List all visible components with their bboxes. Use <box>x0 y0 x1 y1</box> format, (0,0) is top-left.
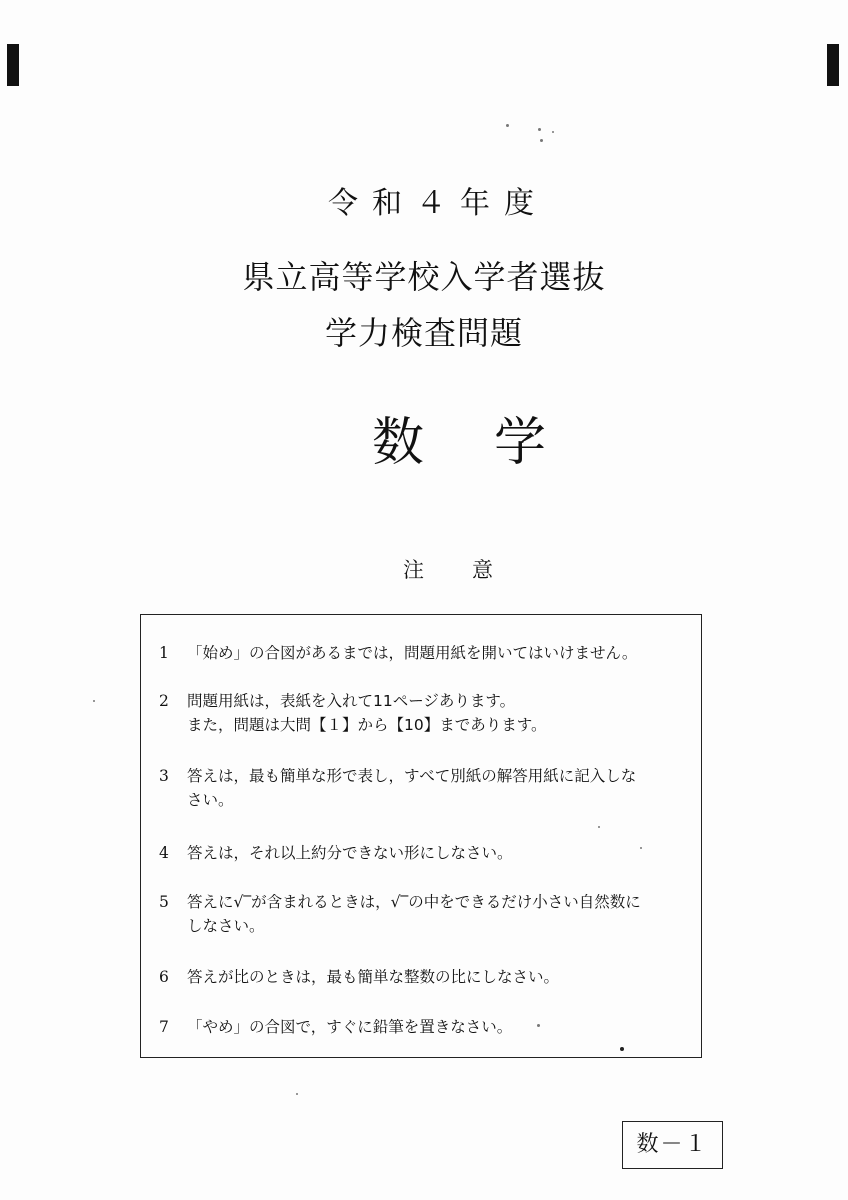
exam-year: 令和４年度 <box>328 186 548 221</box>
notice-item-number: 3 <box>159 767 169 785</box>
notice-item-text: 答えは，最も簡単な形で表し，すべて別紙の解答用紙に記入しな <box>187 767 637 785</box>
notice-item-text: 答えは，それ以上約分できない形にしなさい。 <box>187 844 513 862</box>
notice-item-text: また，問題は大問【１】から【10】まであります。 <box>187 716 547 734</box>
page-number-box <box>622 1121 723 1169</box>
page-number-label: 数－１ <box>636 1132 709 1157</box>
notice-item-number: 2 <box>159 692 169 710</box>
scan-speck <box>506 124 509 127</box>
notice-item-number: 4 <box>159 844 169 862</box>
notice-item-text: しなさい。 <box>187 917 265 935</box>
registration-mark-left <box>7 44 19 86</box>
scan-speck <box>538 128 541 131</box>
registration-mark-right <box>827 44 839 86</box>
notice-item-text: 問題用紙は，表紙を入れて11ページあります。 <box>187 692 516 710</box>
exam-title-line2: 学力検査問題 <box>324 314 523 352</box>
notice-item-text: 「始め」の合図があるまでは，問題用紙を開いてはいけません。 <box>187 644 638 662</box>
scan-speck <box>296 1093 298 1095</box>
scan-speck <box>552 131 554 133</box>
notice-heading: 注意 <box>403 558 541 582</box>
notice-item-number: 5 <box>159 893 169 911</box>
notice-item-number: 1 <box>159 644 169 662</box>
exam-subject: 数学 <box>371 413 616 473</box>
notice-box <box>140 614 702 1058</box>
scan-speck <box>93 700 95 702</box>
notice-item-text: さい。 <box>187 791 234 809</box>
scan-speck <box>540 139 543 142</box>
notice-item-text: 「やめ」の合図で，すぐに鉛筆を置きなさい。 <box>187 1018 513 1036</box>
notice-item-number: 6 <box>159 968 169 986</box>
notice-item-text: 答えに√‾が含まれるときは，√‾の中をできるだけ小さい自然数に <box>187 893 641 911</box>
notice-item-number: 7 <box>159 1018 169 1036</box>
notice-item-text: 答えが比のときは，最も簡単な整数の比にしなさい。 <box>187 968 560 986</box>
exam-title-line1: 県立高等学校入学者選抜 <box>242 258 606 296</box>
